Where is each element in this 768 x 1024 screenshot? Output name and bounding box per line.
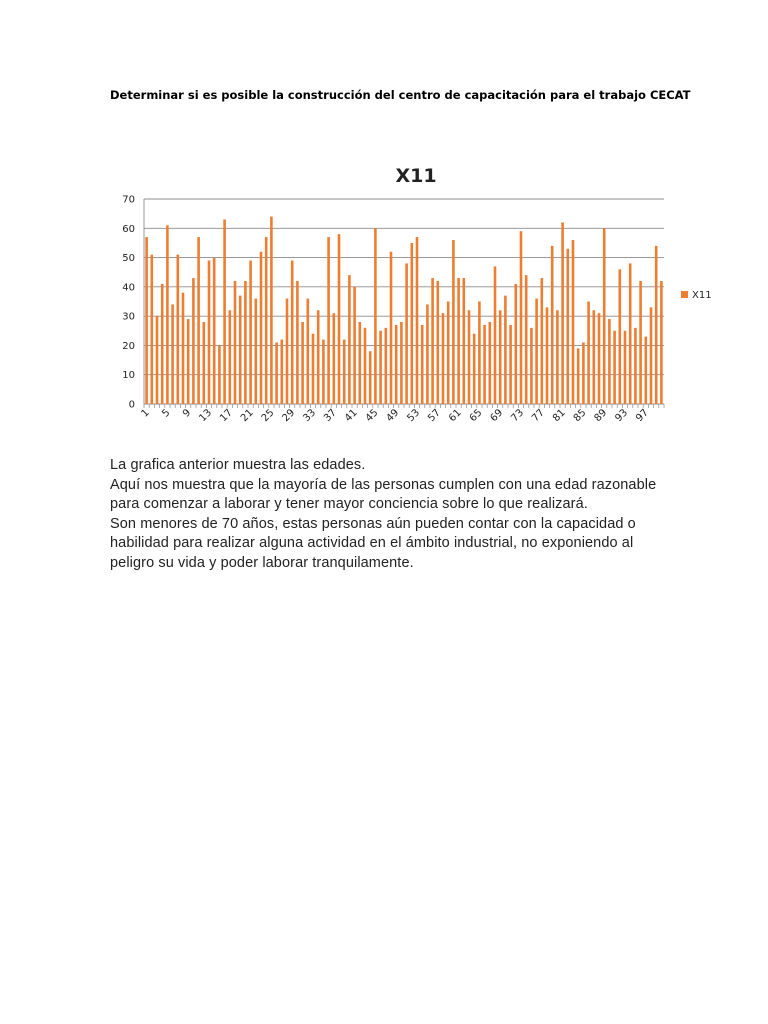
x-tick-label: 41 <box>342 407 360 425</box>
bar <box>187 319 190 404</box>
x-tick-label: 17 <box>218 407 235 425</box>
x-tick-label: 25 <box>259 407 277 425</box>
bar <box>447 302 450 405</box>
y-tick-label: 20 <box>122 340 135 352</box>
bar <box>296 281 299 404</box>
legend-label: X11 <box>692 290 712 301</box>
bar <box>385 328 388 404</box>
bar <box>489 322 492 404</box>
bar <box>249 261 252 405</box>
bar <box>525 275 528 404</box>
x-tick-label: 73 <box>509 407 527 425</box>
bar <box>265 237 268 404</box>
bar <box>416 237 419 404</box>
bar-chart <box>110 150 720 440</box>
paragraph-1: La grafica anterior muestra las edades. <box>110 457 366 473</box>
bar <box>613 331 616 404</box>
bar <box>619 269 622 404</box>
x-tick-label: 53 <box>405 407 423 425</box>
bar <box>317 310 320 404</box>
y-tick-label: 10 <box>122 370 135 382</box>
bar <box>452 240 455 404</box>
bar <box>556 310 559 404</box>
bar <box>426 304 429 404</box>
bar <box>504 296 507 404</box>
x-tick-label: 81 <box>550 407 568 425</box>
bar <box>437 281 440 404</box>
bar <box>343 340 346 404</box>
bar <box>177 255 180 404</box>
bar <box>327 237 330 404</box>
x-tick-label: 13 <box>197 407 215 425</box>
bar <box>348 275 351 404</box>
bar <box>442 313 445 404</box>
bar <box>291 261 294 405</box>
bar <box>639 281 642 404</box>
bar <box>213 258 216 404</box>
body-text <box>110 456 670 574</box>
bar <box>286 299 289 404</box>
bar <box>411 243 414 404</box>
bar <box>603 228 606 404</box>
bar <box>192 278 195 404</box>
y-tick-label: 40 <box>122 282 135 294</box>
bar <box>457 278 460 404</box>
bar <box>463 278 466 404</box>
bar <box>572 240 575 404</box>
bar <box>359 322 362 404</box>
chart-container <box>110 150 720 440</box>
bar <box>364 328 367 404</box>
bar <box>546 307 549 404</box>
x-tick-label: 77 <box>530 407 547 425</box>
bar <box>239 296 242 404</box>
x-tick-label: 5 <box>160 407 173 420</box>
bar <box>551 246 554 404</box>
bar <box>421 325 424 404</box>
x-tick-label: 9 <box>181 407 194 420</box>
y-tick-label: 30 <box>122 311 135 323</box>
bar <box>593 310 596 404</box>
bar <box>655 246 658 404</box>
bar <box>145 237 148 404</box>
bar <box>494 266 497 404</box>
bar <box>608 319 611 404</box>
bar <box>582 343 585 405</box>
x-tick-label: 49 <box>384 407 402 425</box>
bar <box>473 334 476 404</box>
bar <box>203 322 206 404</box>
bar <box>333 313 336 404</box>
x-tick-label: 21 <box>238 407 256 425</box>
bar <box>483 325 486 404</box>
y-tick-label: 0 <box>128 399 135 411</box>
bar <box>275 343 278 405</box>
x-tick-label: 57 <box>426 407 443 425</box>
bar <box>151 255 154 404</box>
y-tick-label: 60 <box>122 223 135 235</box>
bar <box>156 316 159 404</box>
x-tick-label: 85 <box>571 407 589 425</box>
legend-swatch <box>681 291 688 298</box>
bar <box>660 281 663 404</box>
bar <box>629 263 632 404</box>
bar <box>530 328 533 404</box>
bar <box>281 340 284 404</box>
bar <box>208 261 211 405</box>
bar <box>561 222 564 404</box>
bar <box>390 252 393 404</box>
bar <box>338 234 341 404</box>
x-tick-label: 1 <box>139 407 152 420</box>
bar <box>650 307 653 404</box>
x-tick-label: 89 <box>592 407 610 425</box>
bar <box>197 237 200 404</box>
x-tick-label: 61 <box>446 407 464 425</box>
bar <box>161 284 164 404</box>
bar <box>577 348 580 404</box>
bar <box>598 313 601 404</box>
bar <box>229 310 232 404</box>
bar <box>405 263 408 404</box>
x-tick-label: 33 <box>301 407 319 425</box>
bar <box>234 281 237 404</box>
chart-title: X11 <box>395 165 437 187</box>
bar <box>260 252 263 404</box>
bar <box>307 299 310 404</box>
bar <box>645 337 648 404</box>
x-tick-label: 97 <box>634 407 651 425</box>
x-tick-label: 69 <box>488 407 506 425</box>
bar <box>509 325 512 404</box>
bar <box>478 302 481 405</box>
bar <box>624 331 627 404</box>
bar <box>515 284 518 404</box>
bar <box>541 278 544 404</box>
document-heading: Determinar si es posible la construcción del centro de capacitación para el trabajo CECAT <box>110 88 691 102</box>
y-tick-label: 50 <box>122 253 135 265</box>
bar <box>255 299 258 404</box>
bar <box>634 328 637 404</box>
bar <box>312 334 315 404</box>
bar <box>395 325 398 404</box>
x-tick-label: 93 <box>613 407 631 425</box>
bar <box>379 331 382 404</box>
bar <box>587 302 590 405</box>
bar <box>166 225 169 404</box>
bar <box>567 249 570 404</box>
bar <box>244 281 247 404</box>
bar <box>353 287 356 404</box>
paragraph-3: Son menores de 70 años, estas personas aún pueden contar con la capacidad o habilidad para realizar alguna actividad en el ámbito industrial, no exponiendo al peligro su vida y poder laborar tranquilamente. <box>110 515 636 571</box>
x-tick-label: 45 <box>363 407 381 425</box>
x-tick-label: 29 <box>280 407 298 425</box>
bar <box>499 310 502 404</box>
bar <box>535 299 538 404</box>
paragraph-2: Aquí nos muestra que la mayoría de las personas cumplen con una edad razonable para comenzar a laborar y tener mayor conciencia sobre lo que realizará. <box>110 476 657 513</box>
bar <box>322 340 325 404</box>
bar <box>431 278 434 404</box>
bar <box>468 310 471 404</box>
bar <box>301 322 304 404</box>
bar <box>270 217 273 404</box>
x-tick-label: 65 <box>467 407 485 425</box>
bar <box>182 293 185 404</box>
bar <box>374 228 377 404</box>
bar <box>520 231 523 404</box>
x-tick-label: 37 <box>322 407 339 425</box>
y-tick-label: 70 <box>122 194 135 206</box>
bar <box>223 220 226 405</box>
bar <box>218 345 221 404</box>
bar <box>400 322 403 404</box>
bar <box>369 351 372 404</box>
bar <box>171 304 174 404</box>
